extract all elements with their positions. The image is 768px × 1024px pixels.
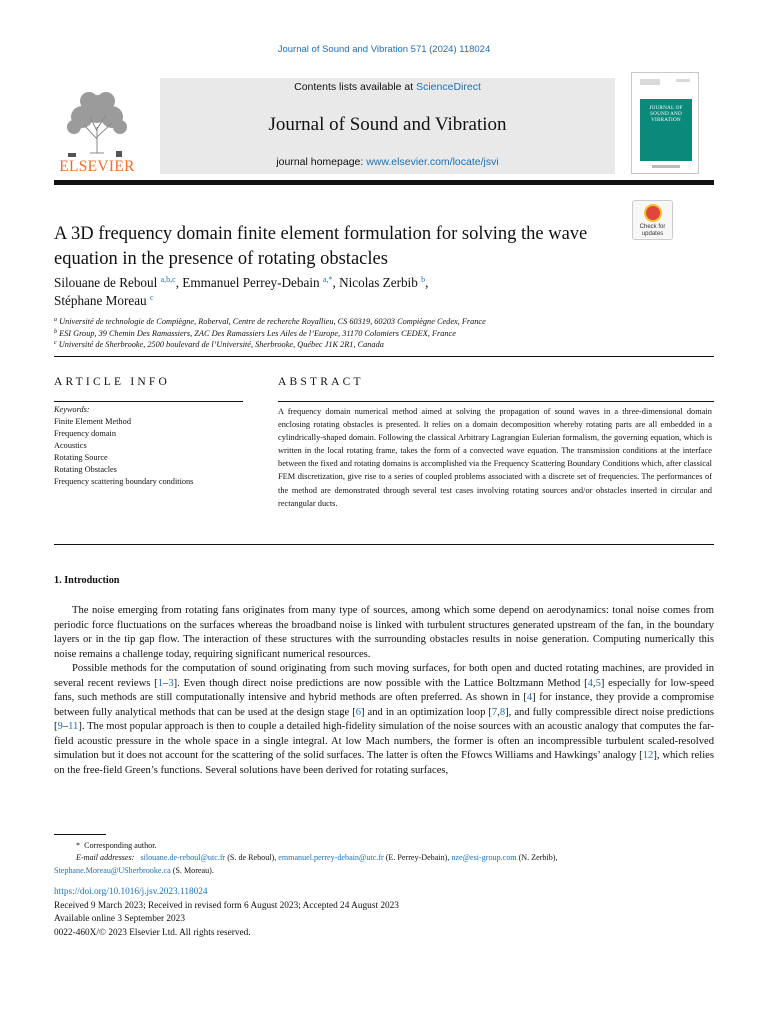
- author[interactable]: Stéphane Moreau $^c$: [54, 293, 154, 308]
- author[interactable]: Silouane de Reboul $^{a,b,c}$: [54, 275, 176, 290]
- keyword: Rotating Source: [54, 453, 108, 462]
- citation-link[interactable]: 6: [355, 706, 362, 718]
- crossmark-icon: [644, 204, 662, 222]
- check-for-updates-button[interactable]: [632, 200, 673, 240]
- footnote-rule: [54, 834, 106, 835]
- running-header[interactable]: Journal of Sound and Vibration 571 (2024) 118024: [277, 44, 491, 55]
- author-list: Silouane de Reboul $^{a,b,c}$, Emmanuel Perrey-Debain $^{a,*}$, Nicolas Zerbib $^b$, Stéphane Moreau $^c$: [54, 275, 429, 308]
- email-addresses-cont: Stephane.Moreau@USherbrooke.ca (S. Moreau).: [54, 865, 214, 875]
- article-meta: [54, 886, 714, 940]
- divider: [54, 356, 714, 357]
- citation-link[interactable]: 1: [157, 677, 164, 689]
- keyword: Acoustics: [54, 441, 87, 450]
- citation-link[interactable]: 9: [57, 721, 63, 732]
- paragraph-text: ]. Even though direct noise predictions are now possible with the Lattice Boltzmann Method [: [173, 677, 588, 689]
- affiliation: $^b$ ESI Group, 39 Chemin Des Ramassiers, ZAC Des Ramassiers Les Ailes de l’Europe, 31170 Colomiers CEDEX, France: [54, 328, 456, 338]
- keywords-label: Keywords:: [54, 405, 90, 414]
- affiliation: $^c$ Université de Sherbrooke, 2500 boulevard de l’Université, Sherbrooke, Québec J1K 2R1, Canada: [54, 340, 384, 350]
- abstract-text: A frequency domain numerical method aimed at solving the propagation of sound waves in a three-dimensional domain enclosing rotating obstacles is presented. It relies on a domain decomposition whereby rotating parts are all embedded in a cylindrically-shaped domain. Following the classical Arbitrary Lagrangian Eulerian formalism, the governing equation, which is written in the local rotating frame, takes the form of a convected wave equation. The transmission conditions at the interface between the fixed and rotating domains is accomplished via the Frequency Scattering Boundary Conditions which, after classical FEM discretization, give rise to a series of coupled problems associated with a discrete set of frequencies. The performances of the method are demonstrated through several test cases involving rotating sources and/or obstacles inserted in circular and rectangular ducts.: [278, 407, 712, 508]
- citation-link[interactable]: 11: [68, 721, 79, 732]
- keywords-list: [54, 416, 193, 488]
- email-link[interactable]: nze@esi-group.com: [451, 853, 517, 863]
- author[interactable]: Nicolas Zerbib $^b$: [339, 275, 426, 290]
- journal-name: Journal of Sound and Vibration: [268, 114, 507, 135]
- paragraph-text: ,: [497, 706, 500, 718]
- email-link[interactable]: Stephane.Moreau@USherbrooke.ca: [54, 865, 171, 875]
- cover-publisher-mark: [652, 165, 680, 168]
- corresponding-author: * Corresponding author.: [76, 841, 157, 850]
- divider: [54, 401, 243, 402]
- available-online: Available online 3 September 2023: [54, 914, 185, 924]
- keyword: Frequency scattering boundary conditions: [54, 477, 194, 486]
- citation-link[interactable]: 12: [642, 750, 654, 761]
- paragraph-text: ], which relies on the free-field Green’s functions. Several solutions have been derived for rotating surfaces,: [54, 750, 714, 776]
- copyright: 0022-460X/© 2023 Elsevier Ltd. All rights reserved.: [54, 927, 251, 938]
- footnote: [54, 840, 714, 877]
- citation-link[interactable]: 5: [595, 677, 601, 689]
- paragraph-text: ]. The most popular approach is then to couple a detailed high-fidelity simulation of the noise sources with an acoustic analogy that computes the far-field acoustic pressure in the whole space in a single integral. At low Mach numbers, the former is often an incompressible turbulent scaled-resolved simulation but it does not account for the scattering of the solid surfaces. The latter is often the Ffowcs Williams and Hawkings’ analogy [: [54, 721, 714, 761]
- citation-link[interactable]: 7: [491, 706, 498, 718]
- divider: [54, 544, 714, 545]
- paragraph-text: ], and fully compressible direct noise predictions [: [54, 706, 714, 732]
- paragraph-text: Possible methods for the computation of sound originating from such moving surfaces, for both open and ducted rotating machines, are provided in several recent reviews [: [54, 663, 714, 689]
- check-updates-label: Check for updates: [639, 224, 666, 237]
- abstract-heading: ABSTRACT: [278, 376, 364, 388]
- divider: [278, 401, 714, 402]
- homepage-prefix: journal homepage:: [276, 156, 367, 168]
- email-addresses: E-mail addresses: silouane.de-reboul@utc.fr (S. de Reboul), emmanuel.perrey-debain@utc.fr (E. Perrey-Debain), nze@esi-group.com (N. Zerbib),: [76, 853, 558, 863]
- keyword: Rotating Obstacles: [54, 465, 117, 474]
- masthead-rule: [54, 180, 714, 185]
- journal-cover-image[interactable]: [631, 72, 699, 174]
- article-title: A 3D frequency domain finite element formulation for solving the wave equation in the presence of rotating obstacles: [54, 224, 588, 269]
- contents-line: [160, 81, 615, 93]
- elsevier-logo[interactable]: [54, 79, 140, 175]
- affiliation: $^a$ Université de technologie de Compiègne, Roberval, Centre de recherche Royallieu, CS 60319, 60203 Compiègne Cedex, France: [54, 317, 486, 326]
- paragraph-text: –: [62, 721, 69, 732]
- cover-panel: [640, 99, 692, 161]
- elsevier-wordmark: ELSEVIER: [59, 158, 135, 175]
- contents-prefix: Contents lists available at: [294, 81, 417, 93]
- cover-title: JOURNAL OF SOUND AND VIBRATION: [649, 105, 683, 123]
- sciencedirect-link[interactable]: ScienceDirect: [416, 81, 481, 93]
- keyword: Frequency domain: [54, 429, 116, 438]
- citation-link[interactable]: 8: [499, 706, 506, 718]
- received-dates: Received 9 March 2023; Received in revised form 6 August 2023; Accepted 24 August 2023: [54, 900, 399, 911]
- article-info-heading: ARTICLE INFO: [54, 376, 170, 388]
- paragraph: [54, 662, 714, 778]
- paragraph-text: –: [163, 677, 169, 689]
- cover-logo-mark: [640, 79, 660, 85]
- paragraph-text: ] for instance, they provide a compromise between fully analytical methods that can be used at the design stage [: [54, 692, 714, 718]
- homepage-link[interactable]: www.elsevier.com/locate/jsvi: [366, 156, 499, 168]
- keyword: Finite Element Method: [54, 417, 131, 426]
- journal-homepage: [160, 156, 615, 168]
- section-heading: 1. Introduction: [54, 575, 120, 586]
- citation-link[interactable]: 4: [587, 677, 593, 689]
- paragraph: The noise emerging from rotating fans originates from many type of sources, among which some depend on aerodynamics: tonal noise comes from periodic force fluctuations on the surfaces whereas the broadband noise is linked with turbulent structures generated upstream of the fan, in the boundary layers or in the tip gap flow. The interaction of these structures with the surrounding obstacles results in noise generation. Computing numerically this noise remains a challenge today, requiring significant numerical resources.: [54, 605, 714, 660]
- paragraph-text: ] especially for low-speed fans, such methods are still computationally intensive and hybrid methods are often preferred. As shown in [: [54, 677, 714, 703]
- citation-link[interactable]: 4: [526, 692, 533, 703]
- paragraph-text: ] and in an optimization loop [: [361, 706, 492, 718]
- cover-meta-mark: [676, 79, 690, 82]
- body-text: [54, 604, 714, 778]
- doi-link[interactable]: https://doi.org/10.1016/j.jsv.2023.118024: [54, 887, 208, 897]
- paragraph-text: ,: [592, 677, 596, 689]
- email-link[interactable]: silouane.de-reboul@utc.fr: [140, 853, 226, 863]
- citation-link[interactable]: 3: [168, 677, 174, 689]
- affiliations: [54, 316, 714, 351]
- author[interactable]: Emmanuel Perrey-Debain $^{a,*}$: [182, 275, 333, 290]
- email-link[interactable]: emmanuel.perrey-debain@utc.fr: [278, 853, 384, 863]
